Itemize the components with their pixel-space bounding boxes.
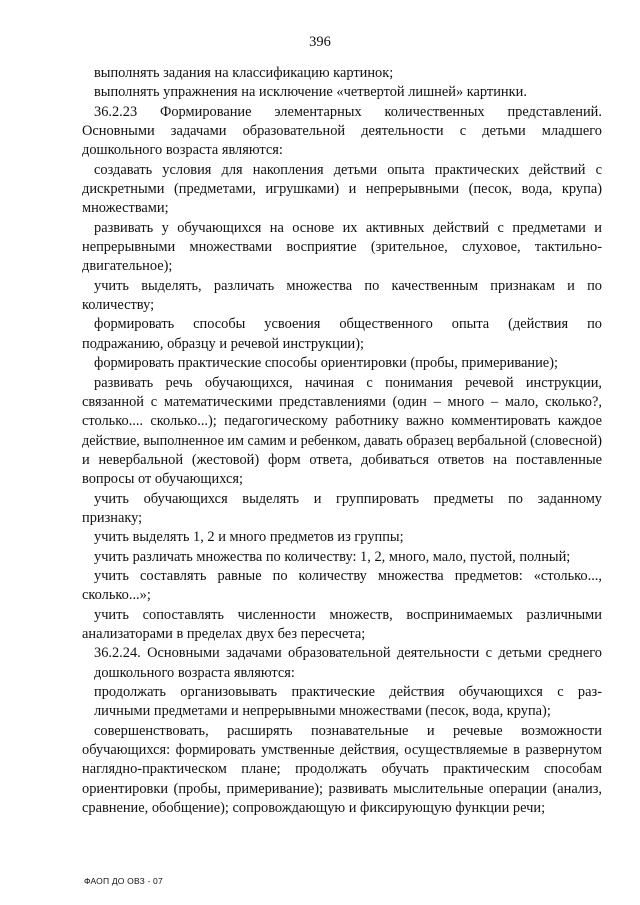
text-line: количеству;	[82, 297, 155, 314]
text-line: ориентировки (пробы, примеривание); развивать мыслительные операции (анализ,	[82, 780, 602, 797]
text-line: продолжать организовывать практические действия обучающихся с раз-	[94, 684, 602, 700]
text-line: формировать практические способы ориентировки (пробы, примеривание);	[94, 355, 558, 372]
text-line: дискретными (предметами, игрушками) и непрерывными (песок, вода, крупа)	[82, 181, 602, 198]
text-line: учить выделять, различать множества по качественным признакам и по	[94, 277, 602, 294]
text-line: и невербальной (жестовой) форм ответа, добиваться ответов на поставленные	[82, 451, 602, 468]
text-line: учить различать множества по количеству: 1, 2, много, мало, пустой, полный;	[94, 548, 571, 565]
text-line: выполнять задания на классификацию картинок;	[94, 65, 394, 81]
text-line: непрерывными множествами восприятие (зрительное, слуховое, тактильно-	[82, 239, 602, 256]
text-line: действие, выполненное им самим и ребенком, давать образец вербальной (словесной)	[82, 432, 602, 449]
text-line: учить обучающихся выделять и группировать предметы по заданному	[94, 490, 602, 507]
text-line: совершенствовать, расширять познавательные и речевые возможности	[94, 722, 602, 739]
text-line: наглядно-практическом плане; продолжать обучать практическим способам	[82, 761, 602, 778]
text-line: формировать способы усвоения общественного опыта (действия по	[94, 316, 602, 333]
text-line: 36.2.24. Основными задачами образовательной деятельности с детьми среднего	[94, 645, 602, 662]
text-line: выполнять упражнения на исключение «четвертой лишней» картинки.	[94, 84, 527, 101]
text-line: учить выделять 1, 2 и много предметов из группы;	[94, 529, 404, 546]
text-line: развивать речь обучающихся, начиная с понимания речевой инструкции,	[94, 374, 602, 391]
text-line: обучающихся: формировать умственные действия, осуществляемые в развернутом	[82, 742, 602, 759]
text-line: дошкольного возраста являются:	[94, 664, 295, 681]
text-line: сколько...»;	[82, 587, 151, 604]
text-line: учить сопоставлять численности множеств, воспринимаемых различными	[94, 606, 602, 623]
text-line: Основными задачами образовательной деятельности с детьми младшего	[82, 123, 602, 140]
text-line: связанной с математическими представлениями (один – много – мало, сколько?,	[82, 393, 602, 410]
text-line: множествами;	[82, 200, 169, 217]
page-number: 396	[309, 34, 331, 50]
page-footer: ФАОП ДО ОВЗ - 07	[84, 876, 163, 886]
text-line: анализаторами в пределах двух без пересчета;	[82, 625, 366, 642]
text-line: вопросы от обучающихся;	[82, 471, 243, 488]
text-line: учить составлять равные по количеству множества предметов: «столько...,	[94, 567, 602, 584]
text-line: дошкольного возраста являются:	[82, 142, 283, 159]
text-line: 36.2.23 Формирование элементарных количественных представлений.	[94, 103, 602, 120]
text-line: двигательное);	[82, 258, 173, 275]
text-line: развивать у обучающихся на основе их активных действий с предметами и	[94, 219, 602, 236]
text-line: признаку;	[82, 509, 143, 526]
text-line: личными предметами и непрерывными множествами (песок, вода, крупа);	[94, 703, 551, 720]
text-line: создавать условия для накопления детьми опыта практических действий с	[94, 161, 602, 178]
document-body	[82, 64, 602, 818]
text-line: столько.... сколько...); педагогическому работнику важно комментировать каждое	[82, 413, 602, 430]
text-line: подражанию, образцу и речевой инструкции);	[82, 335, 365, 352]
text-line: сравнение, обобщение); сопровождающую и фиксирующую функции речи;	[82, 800, 546, 817]
